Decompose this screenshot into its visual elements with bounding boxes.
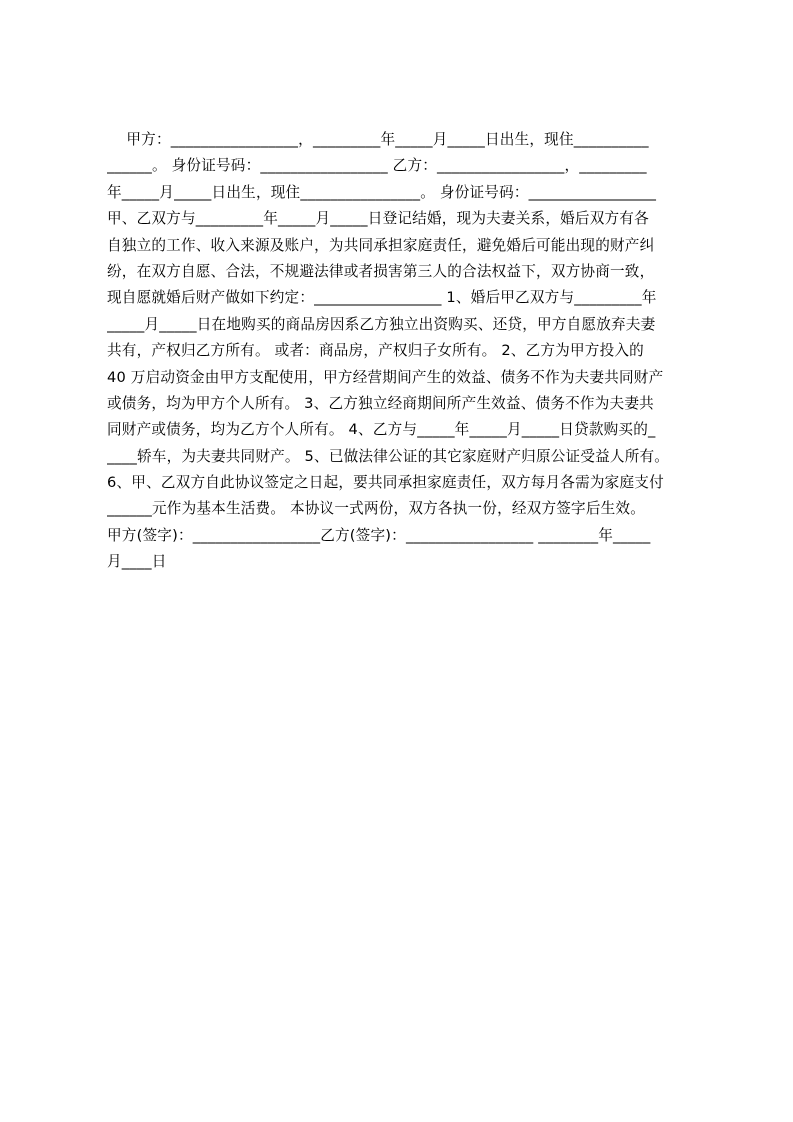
agreement-line-11: 或债务，均为甲方个人所有。 3、乙方独立经商期间所产生效益、债务不作为夫妻共 bbox=[107, 394, 654, 412]
agreement-line-13: ____轿车，为夫妻共同财产。 5、已做法律公证的其它家庭财产归原公证受益人所有。 bbox=[107, 447, 670, 465]
signature-line: 甲方(签字)：_________________乙方(签字)：_________________ ________年_____ bbox=[107, 526, 651, 544]
agreement-line-10: 40 万启动资金由甲方支配使用，甲方经营期间产生的效益、债务不作为夫妻共同财产 bbox=[107, 368, 664, 386]
agreement-line-4: 甲、乙双方与_________年_____月_____日登记结婚，现为夫妻关系，婚后双方有各 bbox=[107, 210, 649, 228]
signature-date-line: 月____日 bbox=[107, 553, 167, 571]
agreement-line-14: 6、甲、乙双方自此协议签定之日起，要共同承担家庭责任，双方每月各需为家庭支付 bbox=[107, 474, 664, 492]
agreement-line-15: ______元作为基本生活费。 本协议一式两份，双方各执一份，经双方签字后生效。 bbox=[107, 500, 646, 518]
agreement-line-12: 同财产或债务，均为乙方个人所有。 4、乙方与_____年_____月_____日贷款购买的_ bbox=[107, 421, 656, 439]
agreement-line-2: ______。 身份证号码：_________________ 乙方：_________________，_________ bbox=[107, 157, 647, 175]
agreement-line-3: 年_____月_____日出生，现住________________。 身份证号码：_________________ bbox=[107, 183, 657, 201]
agreement-line-1: 甲方：_________________，_________年_____月_____日出生，现住__________ bbox=[107, 131, 649, 148]
agreement-line-5: 自独立的工作、收入来源及账户，为共同承担家庭责任，避免婚后可能出现的财产纠 bbox=[107, 236, 655, 254]
agreement-line-9: 共有，产权归乙方所有。 或者：商品房，产权归子女所有。 2、乙方为甲方投入的 bbox=[107, 342, 644, 360]
agreement-body bbox=[107, 127, 699, 576]
agreement-line-7: 现自愿就婚后财产做如下约定：_________________ 1、婚后甲乙双方与_________年 bbox=[107, 289, 657, 307]
agreement-line-6: 纷，在双方自愿、合法，不规避法律或者损害第三人的合法权益下，双方协商一致， bbox=[107, 262, 655, 280]
agreement-line-8: _____月_____日在地购买的商品房因系乙方独立出资购买、还贷，甲方自愿放弃夫妻 bbox=[107, 315, 656, 333]
